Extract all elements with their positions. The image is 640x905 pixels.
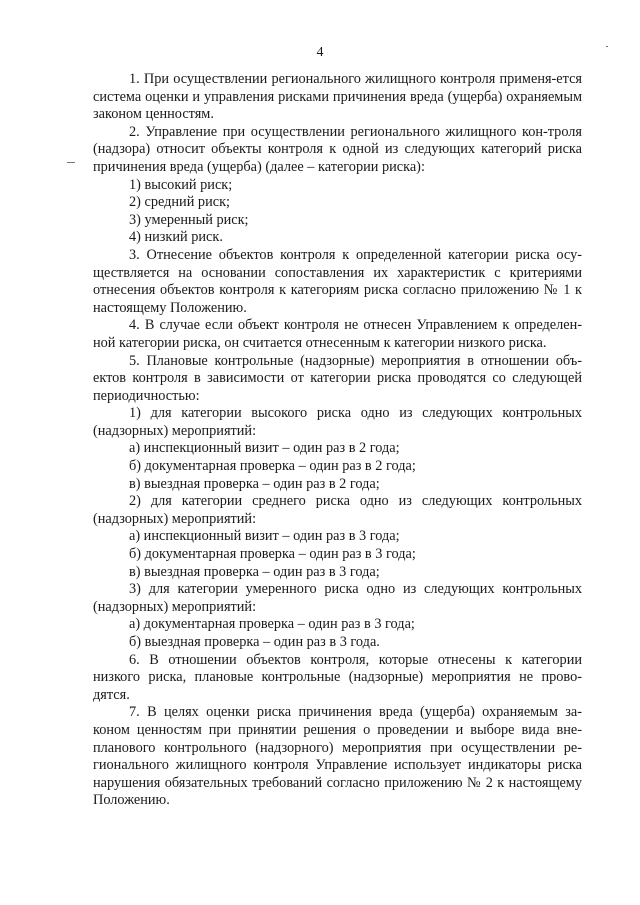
- risk-category-item: 2) средний риск;: [129, 194, 230, 211]
- paragraph-5: 5. Плановые контрольные (надзорные) мероприятия в отношении объ-ектов контроля в зависимости от категории риска проводятся со следующей периодичностью:: [93, 352, 582, 404]
- risk-category-item: 3) умеренный риск;: [129, 211, 249, 228]
- schedule-item: а) инспекционный визит – один раз в 3 года;: [129, 528, 400, 545]
- paragraph-7: 7. В целях оценки риска причинения вреда (ущерба) охраняемым за-коном ценностям при принятии решения о проведении и выборе вида вне-планового контрольного (надзорного) мероприятия при осуществлении ре-гионального жилищного контроля Управление использует индикаторы риска нарушения обязательных требований согласно приложению № 2 к настоящему Положению.: [93, 704, 582, 809]
- schedule-item: б) документарная проверка – один раз в 3 года;: [129, 546, 416, 563]
- risk-category-item: 4) низкий риск.: [129, 229, 223, 246]
- paragraph-1: 1. При осуществлении регионального жилищного контроля применя-ется система оценки и управления рисками причинения вреда (ущерба) охраняемым законом ценностям.: [93, 71, 582, 123]
- scan-mark: [67, 162, 75, 163]
- risk-category-item: 1) высокий риск;: [129, 176, 233, 193]
- schedule-item: в) выездная проверка – один раз в 3 года;: [129, 563, 380, 580]
- paragraph-3: 3. Отнесение объектов контроля к определенной категории риска осу-ществляется на основании сопоставления их характеристик с критериями отнесения объектов контроля к категориям риска согласно приложению № 1 к настоящему Положению.: [93, 246, 582, 316]
- paragraph-6: 6. В отношении объектов контроля, которые отнесены к категории низкого риска, плановые контрольные (надзорные) мероприятия не прово-дятся.: [93, 651, 582, 703]
- page-number: 4: [316, 45, 324, 60]
- paragraph-4: 4. В случае если объект контроля не отнесен Управлением к определен-ной категории риска, он считается отнесенным к категории низкого риска.: [93, 317, 582, 351]
- schedule-item: а) инспекционный визит – один раз в 2 года;: [129, 440, 400, 457]
- subparagraph-moderate-risk: 3) для категории умеренного риска одно из следующих контрольных (надзорных) мероприятий:: [93, 581, 582, 615]
- subparagraph-high-risk: 1) для категории высокого риска одно из следующих контрольных (надзорных) мероприятий:: [93, 405, 582, 439]
- paragraph-2: 2. Управление при осуществлении регионального жилищного кон-троля (надзора) относит объекты контроля к одной из следующих категорий риска причинения вреда (ущерба) (далее – категории риска):: [93, 123, 582, 175]
- document-body: [93, 71, 582, 810]
- subparagraph-medium-risk: 2) для категории среднего риска одно из следующих контрольных (надзорных) мероприятий:: [93, 493, 582, 527]
- schedule-item: а) документарная проверка – один раз в 3 года;: [129, 616, 415, 633]
- schedule-item: б) документарная проверка – один раз в 2 года;: [129, 458, 416, 475]
- scan-mark: [606, 46, 608, 47]
- schedule-item: в) выездная проверка – один раз в 2 года;: [129, 475, 380, 492]
- schedule-item: б) выездная проверка – один раз в 3 года.: [129, 634, 380, 650]
